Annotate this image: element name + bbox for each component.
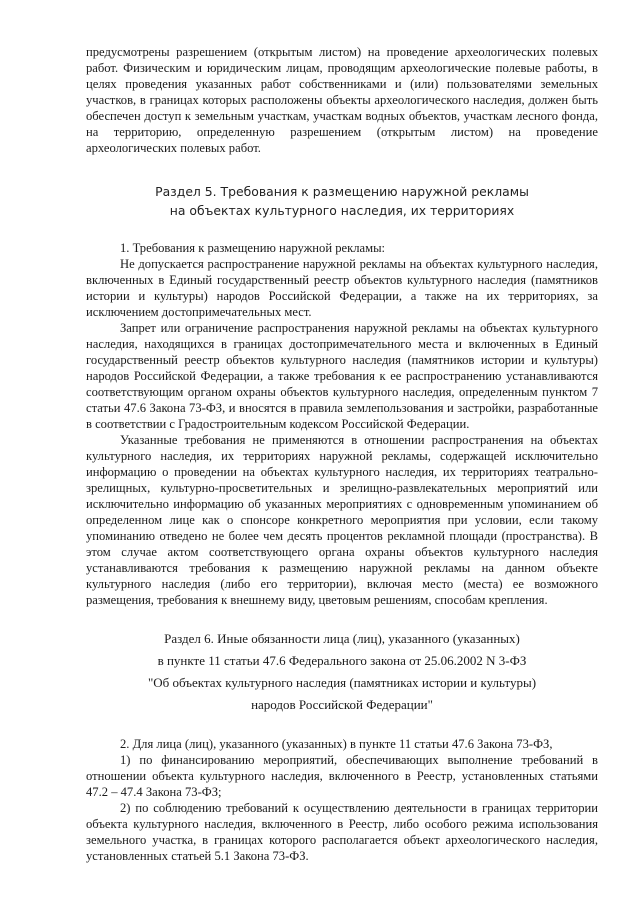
section6-paragraph: 2. Для лица (лиц), указанного (указанных) в пункте 11 статьи 47.6 Закона 73-ФЗ, — [120, 737, 553, 751]
intro-paragraph: предусмотрены разрешением (открытым листом) на проведение археологических полевых работ. Физическим и юридическим лицам, проводящим археологические полевые работы, в целях проведения указанных работ собственниками и (или) пользователями земельных участков, в границах которых расположены объекты археологического наследия, должен быть обеспечен доступ к земельным участкам, участкам водных объектов, участкам лесного фонда, на территорию, определенную разрешением (открытым листом) на проведение археологических полевых работ. — [86, 45, 598, 155]
section5-paragraph: Указанные требования не применяются в отношении распространения на объектах культурного наследия, их территориях наружной рекламы, содержащей исключительно информацию о проведении на объектах культурного наследия, их территориях театрально-зрелищных, культурно-просветительных и зрелищно-развлекательных мероприятий или исключительно информацию об указанных мероприятиях с одновременным упоминанием об определенном лице как о спонсоре конкретного мероприятия при условии, если такому упоминанию отведено не более чем десять процентов рекламной площади (пространства). В этом случае актом соответствующего органа охраны объектов культурного наследия устанавливаются требования к размещению наружной рекламы на данном объекте культурного наследия (либо его территории), включая место (места) ее возможного размещения, требования к внешнему виду, цветовым решениям, способам крепления. — [86, 433, 598, 607]
section6-title-line1: Раздел 6. Иные обязанности лица (лиц), указанного (указанных) — [164, 631, 520, 646]
section5-heading — [86, 182, 598, 220]
section6-paragraph: 2) по соблюдению требований к осуществлению деятельности в границах территории объекта культурного наследия, включенного в Реестр, либо особого режима использования земельного участка, в границах которого располагается объект археологического наследия, установленных статьей 5.1 Закона 73-ФЗ. — [86, 801, 598, 863]
section6-heading — [86, 628, 598, 716]
section5-title-line2: на объектах культурного наследия, их территориях — [169, 203, 515, 218]
section5-item-heading: 1. Требования к размещению наружной рекламы: — [120, 241, 386, 255]
section6-paragraph: 1) по финансированию мероприятий, обеспечивающих выполнение требований в отношении объекта культурного наследия, включенного в Реестр, установленных статьями 47.2 – 47.4 Закона 73-ФЗ; — [86, 753, 598, 799]
section5-paragraph: Запрет или ограничение распространения наружной рекламы на объектах культурного наследия, находящихся в границах достопримечательного места и включенных в Единый государственный реестр объектов культурного наследия (памятников истории и культуры) народов Российской Федерации, а также требования к ее распространению устанавливаются соответствующим органом охраны объектов культурного наследия, определенным пунктом 7 статьи 47.6 Закона 73-ФЗ, и вносятся в правила землепользования и застройки, разработанные в соответствии с Градостроительным кодексом Российской Федерации. — [86, 321, 598, 431]
section5-title-line1: Раздел 5. Требования к размещению наружной рекламы — [155, 184, 529, 199]
section6-title-line4: народов Российской Федерации" — [251, 697, 433, 712]
section6-title-line3: "Об объектах культурного наследия (памятниках истории и культуры) — [147, 675, 537, 690]
document-body — [86, 44, 598, 864]
section6-title-line2: в пункте 11 статьи 47.6 Федерального закона от 25.06.2002 N 3-ФЗ — [157, 653, 527, 668]
section5-paragraph: Не допускается распространение наружной рекламы на объектах культурного наследия, включенных в Единый государственный реестр объектов культурного наследия (памятников истории и культуры) народов Российской Федерации, а также на их территориях, за исключением достопримечательных мест. — [86, 257, 598, 319]
